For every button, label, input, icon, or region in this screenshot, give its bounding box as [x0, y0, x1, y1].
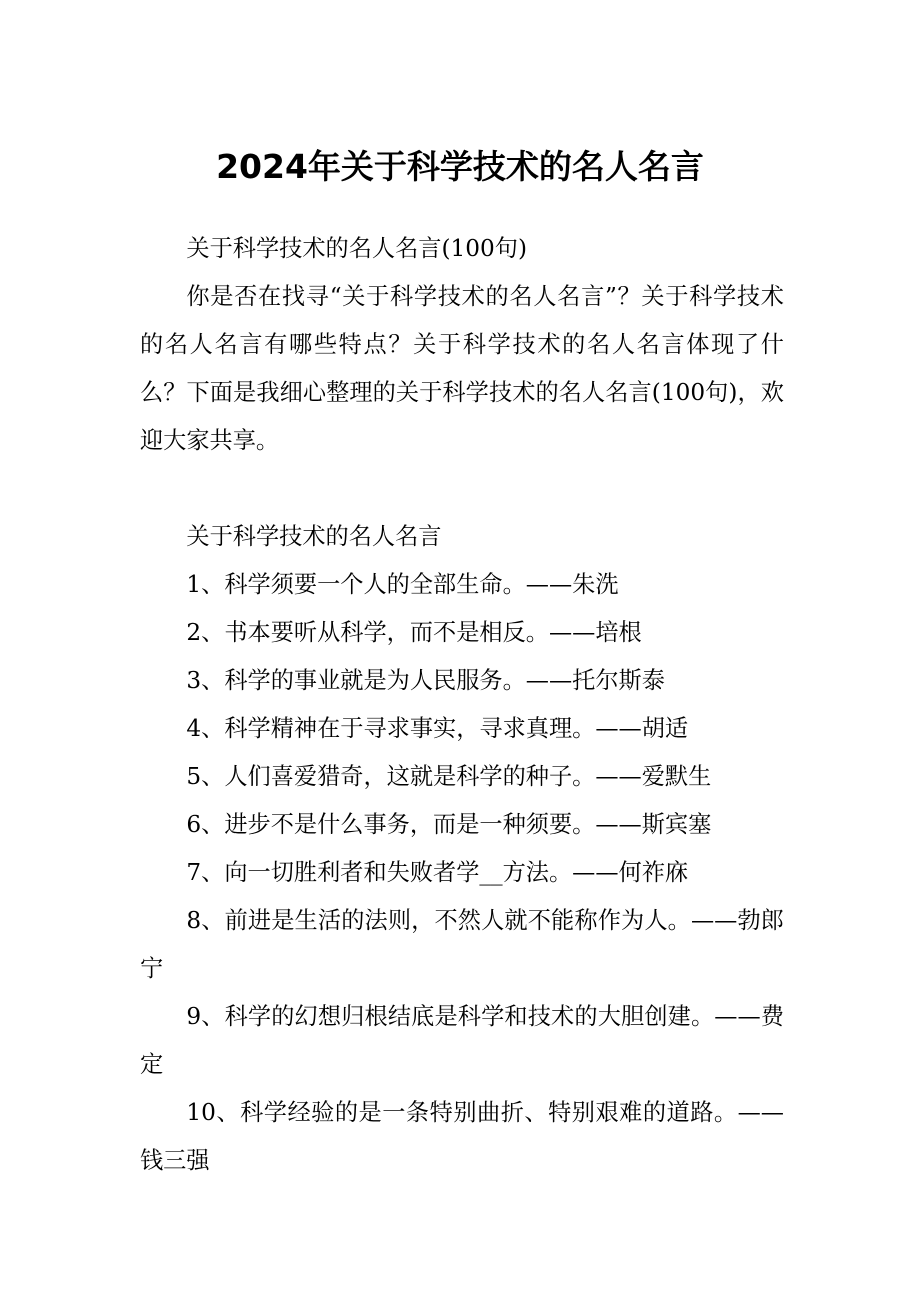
- section-heading: 关于科学技术的名人名言: [186, 523, 442, 550]
- quote-item: 5、人们喜爱猎奇，这就是科学的种子。——爱默生: [186, 763, 712, 790]
- quote-item: 4、科学精神在于寻求事实，寻求真理。——胡适: [186, 715, 689, 742]
- intro-paragraph: 你是否在找寻“关于科学技术的名人名言”？关于科学技术的名人名言有哪些特点？关于科学技术的名人名言体现了什么？下面是我细心整理的关于科学技术的名人名言(100句)，欢迎大家共享。: [140, 283, 784, 454]
- document-title: 2024年关于科学技术的名人名言: [216, 147, 704, 186]
- quote-item: 6、进步不是什么事务，而是一种须要。——斯宾塞: [186, 811, 712, 838]
- quote-item: 3、科学的事业就是为人民服务。——托尔斯泰: [186, 667, 665, 694]
- quote-item: 1、科学须要一个人的全部生命。——朱洗: [186, 571, 619, 598]
- quote-item: 8、前进是生活的法则，不然人就不能称作为人。——勃郎宁: [140, 907, 784, 982]
- quote-item: 2、书本要听从科学，而不是相反。——培根: [186, 619, 642, 646]
- quote-item: 7、向一切胜利者和失败者学__方法。——何祚庥: [186, 859, 689, 886]
- document-body: [140, 225, 784, 1185]
- quote-item: 9、科学的幻想归根结底是科学和技术的大胆创建。——费定: [140, 1003, 784, 1078]
- subtitle-paragraph: 关于科学技术的名人名言(100句): [186, 235, 527, 262]
- quote-item: 10、科学经验的是一条特别曲折、特别艰难的道路。——钱三强: [140, 1099, 784, 1174]
